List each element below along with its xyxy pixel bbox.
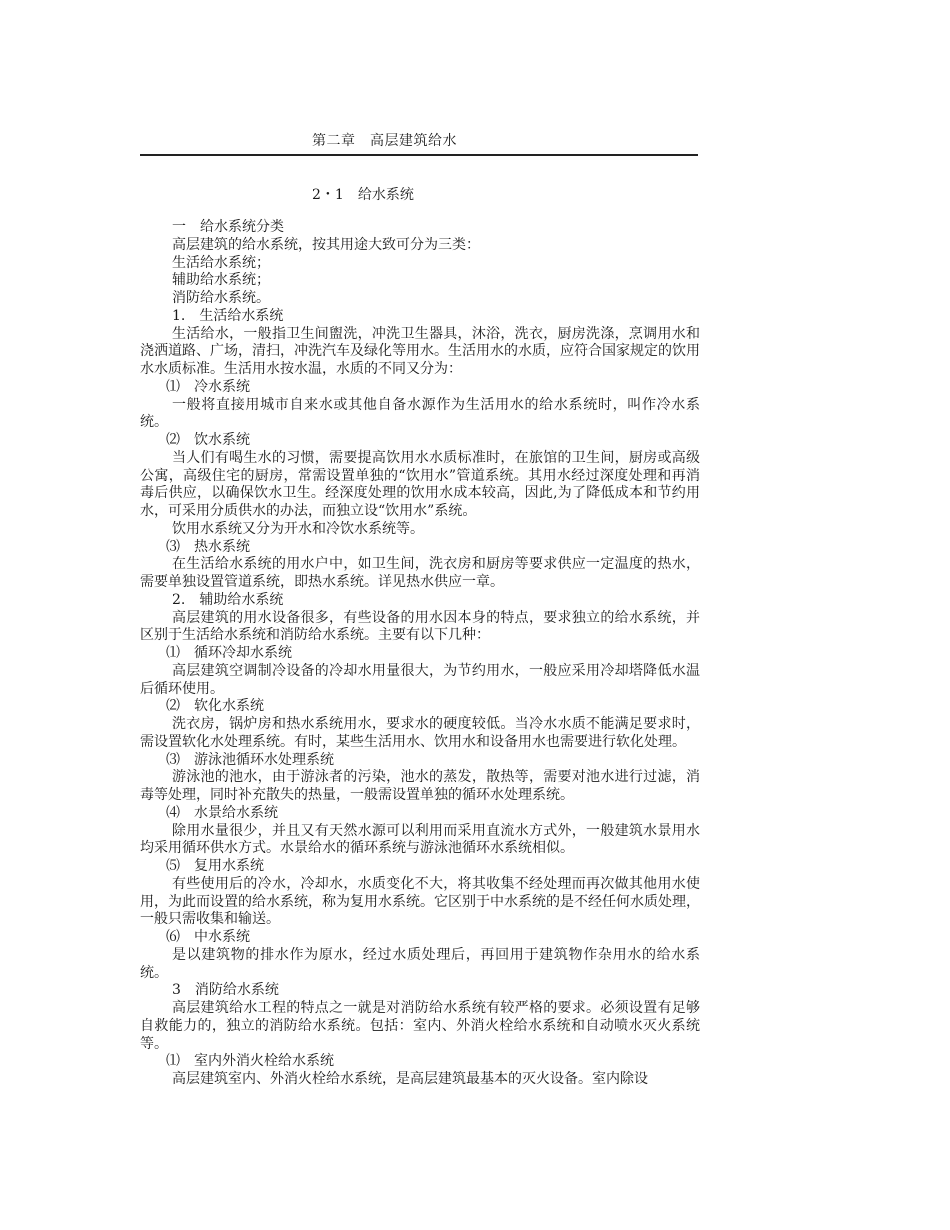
header-rule (140, 154, 698, 156)
paragraph: ⑶ 热水系统 (166, 538, 250, 555)
paragraph: ⑷ 水景给水系统 (166, 804, 278, 821)
paragraph: ⑹ 中水系统 (166, 929, 250, 945)
paragraph: 3 消防给水系统 (172, 982, 279, 999)
paragraph: 生活给水，一般指卫生间盥洗，冲洗卫生器具，沐浴，洗衣，厨房洗涤，烹调用水和浇洒道路、广场，清扫，冲洗汽车及绿化等用水。生活用水的水质，应符合国家规定的饮用水水质标准。生活用水按水温，水质的不同又分为： (140, 325, 700, 377)
paragraph: 2. 辅助给水系统 (172, 591, 284, 608)
paragraph: 生活给水系统； (172, 254, 270, 271)
paragraph: 洗衣房，锅炉房和热水系统用水，要求水的硬度较低。当冷水水质不能满足要求时，需设置软化水处理系统。有时，某些生活用水、饮用水和设备用水也需要进行软化处理。 (140, 716, 700, 750)
paragraph: 在生活给水系统的用水户中，如卫生间，洗衣房和厨房等要求供应一定温度的热水，需要单独设置管道系统，即热水系统。详见热水供应一章。 (140, 556, 700, 590)
paragraph: 饮用水系统又分为开水和冷饮水系统等。 (172, 520, 424, 537)
paragraph: 高层建筑室内、外消火栓给水系统，是高层建筑最基本的灭火设备。室内除设 (172, 1071, 648, 1087)
paragraph: 游泳池的池水，由于游泳者的污染，池水的蒸发，散热等，需要对池水进行过滤，消毒等处理，同时补充散失的热量，一般需设置单独的循环水处理系统。 (140, 769, 700, 803)
paragraph: 1. 生活给水系统 (172, 307, 284, 324)
paragraph: 一 给水系统分类 (172, 219, 284, 235)
paragraph: ⑶ 游泳池循环水处理系统 (166, 751, 334, 768)
section-title: 2・1 给水系统 (312, 187, 414, 203)
paragraph: ⑴ 室内外消火栓给水系统 (166, 1053, 334, 1070)
paragraph: ⑵ 软化水系统 (166, 698, 264, 715)
paragraph: ⑸ 复用水系统 (166, 858, 264, 874)
paragraph: 高层建筑空调制冷设备的冷却水用量很大，为节约用水，一般应采用冷却塔降低水温后循环使用。 (140, 662, 700, 697)
paragraph: ⑴ 冷水系统 (166, 378, 250, 395)
paragraph: 消防给水系统。 (172, 290, 270, 306)
paragraph: 除用水量很少，并且又有天然水源可以利用而采用直流水方式外，一般建筑水景用水均采用循环供水方式。水景给水的循环系统与游泳池循环水系统相似。 (140, 822, 700, 857)
paragraph: 有些使用后的冷水，冷却水，水质变化不大，将其收集不经处理而再次做其他用水使用，为此而设置的给水系统，称为复用水系统。它区别于中水系统的是不经任何水质处理，一般只需收集和输送。 (140, 875, 700, 928)
paragraph: 辅助给水系统； (172, 272, 270, 289)
paragraph: 高层建筑给水工程的特点之一就是对消防给水系统有较严格的要求。必须设置有足够自救能力的，独立的消防给水系统。包括：室内、外消火栓给水系统和自动喷水灭火系统等。 (140, 1000, 700, 1052)
paragraph: 高层建筑的用水设备很多，有些设备的用水因本身的特点，要求独立的给水系统，并区别于生活给水系统和消防给水系统。主要有以下几种： (140, 609, 700, 644)
paragraph: 高层建筑的给水系统，按其用途大致可分为三类： (172, 236, 480, 253)
paragraph: ⑴ 循环冷却水系统 (166, 645, 292, 661)
body-text (140, 219, 700, 1089)
chapter-title: 第二章 高层建筑给水 (312, 133, 457, 149)
paragraph: 当人们有喝生水的习惯，需要提高饮用水水质标准时，在旅馆的卫生间，厨房或高级公寓，高级住宅的厨房，常需设置单独的“饮用水”管道系统。其用水经过深度处理和再消毒后供应，以确保饮水卫生。经深度处理的饮用水成本较高，因此,为了降低成本和节约用水，可采用分质供水的办法，而独立设“饮用水”系统。 (140, 449, 700, 519)
paragraph: 一般将直接用城市自来水或其他自备水源作为生活用水的给水系统时，叫作冷水系统。 (140, 396, 700, 431)
paragraph: 是以建筑物的排水作为原水，经过水质处理后，再回用于建筑物作杂用水的给水系统。 (140, 946, 700, 981)
paragraph: ⑵ 饮水系统 (166, 432, 250, 448)
